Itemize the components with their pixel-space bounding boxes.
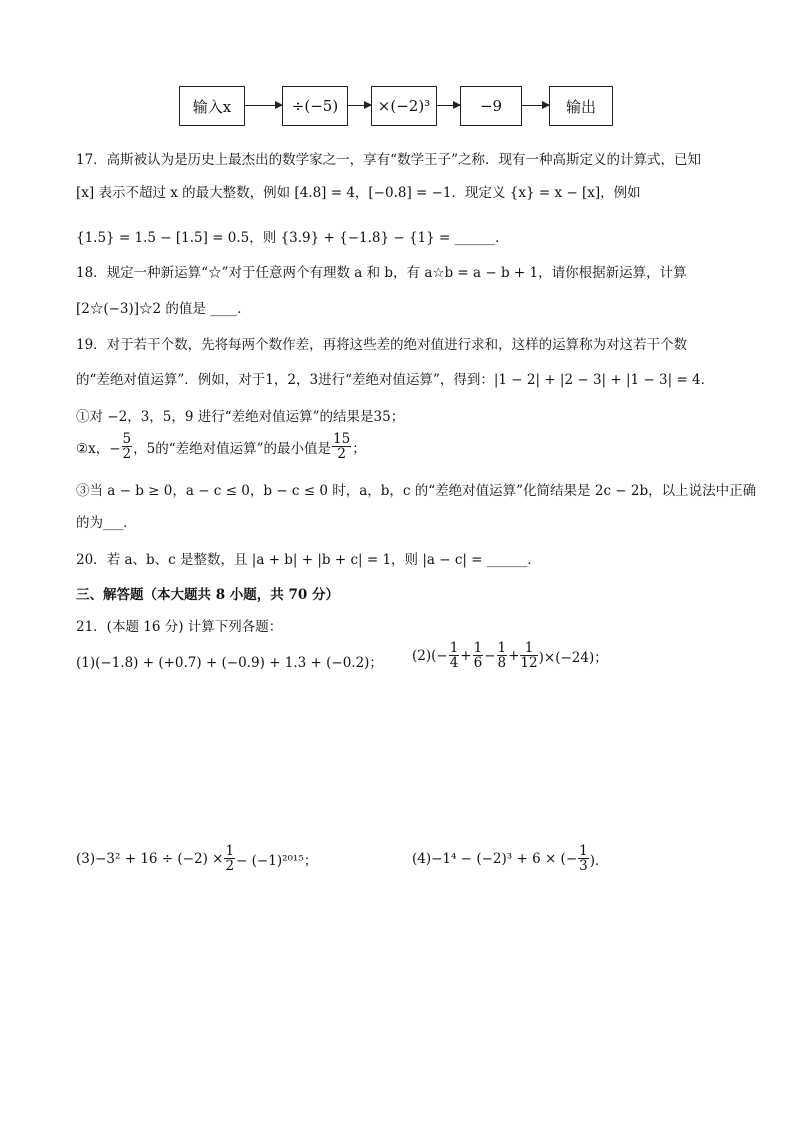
q19-item3-line1: ③当 a − b ≥ 0，a − c ≤ 0，b − c ≤ 0 时，a，b，c 的“差绝对值运算”化简结果是 2c − 2b，以上说法中正确 bbox=[76, 483, 757, 499]
fraction bbox=[224, 844, 235, 873]
numerator: 1 bbox=[520, 641, 537, 656]
q19-item2 bbox=[76, 432, 366, 461]
fraction bbox=[520, 641, 537, 670]
numerator: 1 bbox=[473, 640, 483, 656]
q17-line1: 17．高斯被认为是历史上最杰出的数学家之一，享有“数学王子”之称．现有一种高斯定义的计算式，已知 bbox=[76, 152, 701, 168]
section-3-title: 三、解答题（本大题共 8 小题，共 70 分） bbox=[76, 587, 339, 603]
q21-part2-suffix: )×(−24)； bbox=[538, 649, 608, 666]
flow-arrow bbox=[437, 105, 460, 106]
flow-arrow bbox=[245, 105, 282, 106]
q20-line: 20．若 a、b、c 是整数，且 |a + b| + |b + c| = 1，则 |a − c| = ______． bbox=[76, 552, 541, 568]
flow-box-divide: ÷(−5) bbox=[282, 86, 348, 126]
numerator: 1 bbox=[497, 640, 507, 656]
q18-line2: [2☆(−3)]☆2 的值是 ____． bbox=[76, 301, 251, 317]
q21-part2 bbox=[412, 641, 608, 670]
fraction bbox=[497, 641, 508, 670]
q19-item1: ①对 −2，3，5，9 进行“差绝对值运算”的结果是35； bbox=[76, 409, 405, 425]
denominator: 2 bbox=[225, 858, 235, 875]
denominator: 2 bbox=[122, 446, 132, 463]
q19-item3-line2: 的为___． bbox=[76, 515, 137, 531]
numerator: 1 bbox=[449, 640, 459, 656]
fraction bbox=[122, 432, 133, 461]
denominator: 2 bbox=[337, 446, 346, 463]
q19-line1: 19．对于若干个数，先将每两个数作差，再将这些差的绝对值进行求和，这样的运算称为对这若干个数 bbox=[76, 337, 688, 353]
q21-part3-prefix: (3)−3² + 16 ÷ (−2) × bbox=[76, 850, 224, 867]
q21-part3-suffix: − (−1)²⁰¹⁵； bbox=[236, 852, 318, 869]
flow-box-input: 输入x bbox=[179, 86, 245, 126]
numerator: 5 bbox=[122, 431, 132, 447]
q21-intro: 21．(本题 16 分) 计算下列各题： bbox=[76, 619, 283, 635]
operator: − bbox=[484, 647, 496, 664]
numerator: 1 bbox=[579, 843, 588, 859]
fraction bbox=[332, 432, 351, 461]
flow-box-multiply: ×(−2)³ bbox=[371, 86, 437, 126]
denominator: 4 bbox=[449, 655, 459, 672]
fraction bbox=[578, 844, 589, 873]
operator: + bbox=[508, 647, 520, 664]
q21-part2-prefix: (2)(− bbox=[412, 647, 448, 664]
q19-item2-text-b: ，5的“差绝对值运算”的最小值是 bbox=[133, 440, 332, 457]
q21-part4 bbox=[412, 844, 609, 873]
q18-line1: 18．规定一种新运算“☆”对于任意两个有理数 a 和 b，有 a☆b = a − b + 1，请你根据新运算，计算 bbox=[76, 265, 687, 281]
q19-line2: 的“差绝对值运算”．例如，对于1，2，3进行“差绝对值运算”，得到：|1 − 2| + |2 − 3| + |1 − 3| = 4． bbox=[76, 372, 715, 388]
denominator: 12 bbox=[520, 655, 538, 672]
q19-item2-text-a: ②x，− bbox=[76, 440, 121, 457]
flow-box-minus: −9 bbox=[460, 86, 522, 126]
q21-part4-suffix: )． bbox=[589, 852, 609, 869]
q19-item2-text-c: ； bbox=[352, 440, 366, 457]
operator: + bbox=[460, 647, 472, 664]
q21-part1: (1)(−1.8) + (+0.7) + (−0.9) + 1.3 + (−0.2)； bbox=[76, 655, 383, 671]
denominator: 3 bbox=[579, 858, 588, 875]
fraction bbox=[473, 641, 484, 670]
fraction bbox=[449, 641, 460, 670]
q17-line2: [x] 表示不超过 x 的最大整数，例如 [4.8] = 4，[−0.8] = −1．现定义 {x} = x − [x]，例如 bbox=[76, 185, 641, 201]
denominator: 8 bbox=[497, 655, 507, 672]
numerator: 1 bbox=[225, 843, 235, 859]
q17-line3: {1.5} = 1.5 − [1.5] = 0.5，则 {3.9} + {−1.8} − {1} = ______． bbox=[76, 230, 509, 246]
flow-box-output: 输出 bbox=[549, 86, 613, 126]
flow-arrow bbox=[522, 105, 549, 106]
denominator: 6 bbox=[473, 655, 483, 672]
q21-part4-prefix: (4)−1⁴ − (−2)³ + 6 × (− bbox=[412, 850, 578, 867]
numerator: 15 bbox=[333, 431, 351, 447]
q21-part3 bbox=[76, 844, 317, 873]
flow-arrow bbox=[348, 105, 371, 106]
